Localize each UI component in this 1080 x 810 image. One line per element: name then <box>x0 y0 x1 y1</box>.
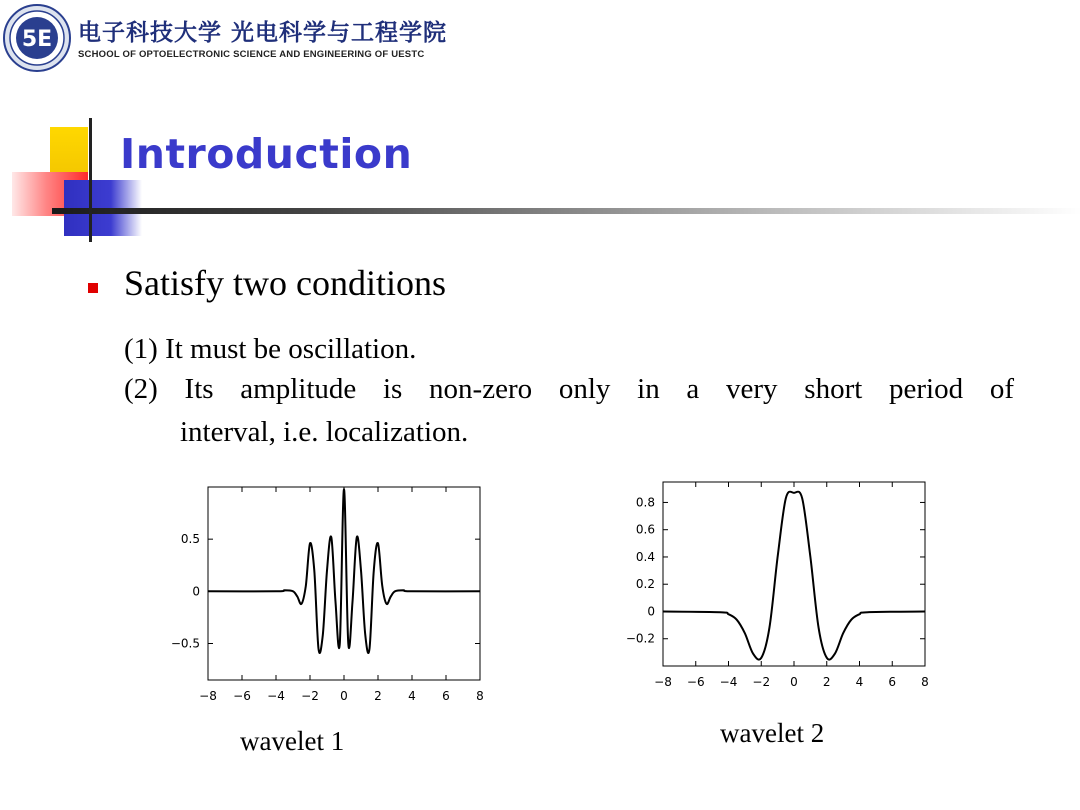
wavelet-1-xtick-label: 2 <box>374 689 382 703</box>
wavelet-2-series-line <box>663 492 925 660</box>
wavelet-2-xtick-label: 0 <box>790 675 798 689</box>
slide-title: Introduction <box>120 130 413 178</box>
wavelet-1-xtick-label: −4 <box>267 689 285 703</box>
wavelet-1-xtick-label: 6 <box>442 689 450 703</box>
wavelet-2-ytick-label: 0.6 <box>635 522 655 537</box>
wavelet-2-xtick-label: −2 <box>752 675 771 689</box>
wavelet-1-xtick-label: −8 <box>199 689 217 703</box>
wavelet-2-xtick-label: 6 <box>888 675 897 689</box>
wavelet-2-xtick-label: 8 <box>921 675 929 689</box>
condition-2-continued: interval, i.e. localization. <box>180 416 469 448</box>
wavelet-2-caption: wavelet 2 <box>720 718 825 748</box>
wavelet-2-ytick-label: 0.2 <box>635 577 655 592</box>
logo-english-text: SCHOOL OF OPTOELECTRONIC SCIENCE AND ENGINEERING OF UESTC <box>78 49 425 60</box>
wavelet-2-xtick-label: −6 <box>686 675 705 689</box>
wavelet-1-xtick-label: 8 <box>476 689 484 703</box>
wavelet-2-ytick-label: −0.2 <box>625 631 655 646</box>
wavelet-1-caption: wavelet 1 <box>240 726 345 756</box>
wavelet-1-xtick-label: 0 <box>340 689 348 703</box>
wavelet-2-ytick-label: 0 <box>647 604 655 619</box>
wavelet-1-ytick-label: 0.5 <box>180 532 200 547</box>
bullet-text: Satisfy two conditions <box>124 263 446 303</box>
wavelet-2-xtick-label: 2 <box>822 675 831 689</box>
wavelet-1-xtick-label: −2 <box>301 689 319 703</box>
wavelet-1-ytick-label: −0.5 <box>170 636 200 651</box>
wavelet-2-frame <box>663 482 925 666</box>
wavelet-2-ytick-label: 0.8 <box>635 495 655 510</box>
wavelet-2-xtick-label: 4 <box>855 675 864 689</box>
wavelet-2-xtick-label: −8 <box>654 675 672 689</box>
logo-chinese-text: 电子科技大学 光电科学与工程学院 <box>78 19 448 46</box>
condition-2: (2) Its amplitude is non-zero only in a very short period of <box>124 373 1014 405</box>
wavelet-2-ytick-label: 0.4 <box>635 549 655 564</box>
wavelet-2-xtick-label: −4 <box>719 675 738 689</box>
wavelet-1-xtick-label: 4 <box>408 689 416 703</box>
svg-text:5E: 5E <box>21 27 53 52</box>
wavelet-1-xtick-label: −6 <box>233 689 251 703</box>
wavelet-1-ytick-label: 0 <box>192 584 200 599</box>
condition-1: (1) It must be oscillation. <box>124 333 417 365</box>
